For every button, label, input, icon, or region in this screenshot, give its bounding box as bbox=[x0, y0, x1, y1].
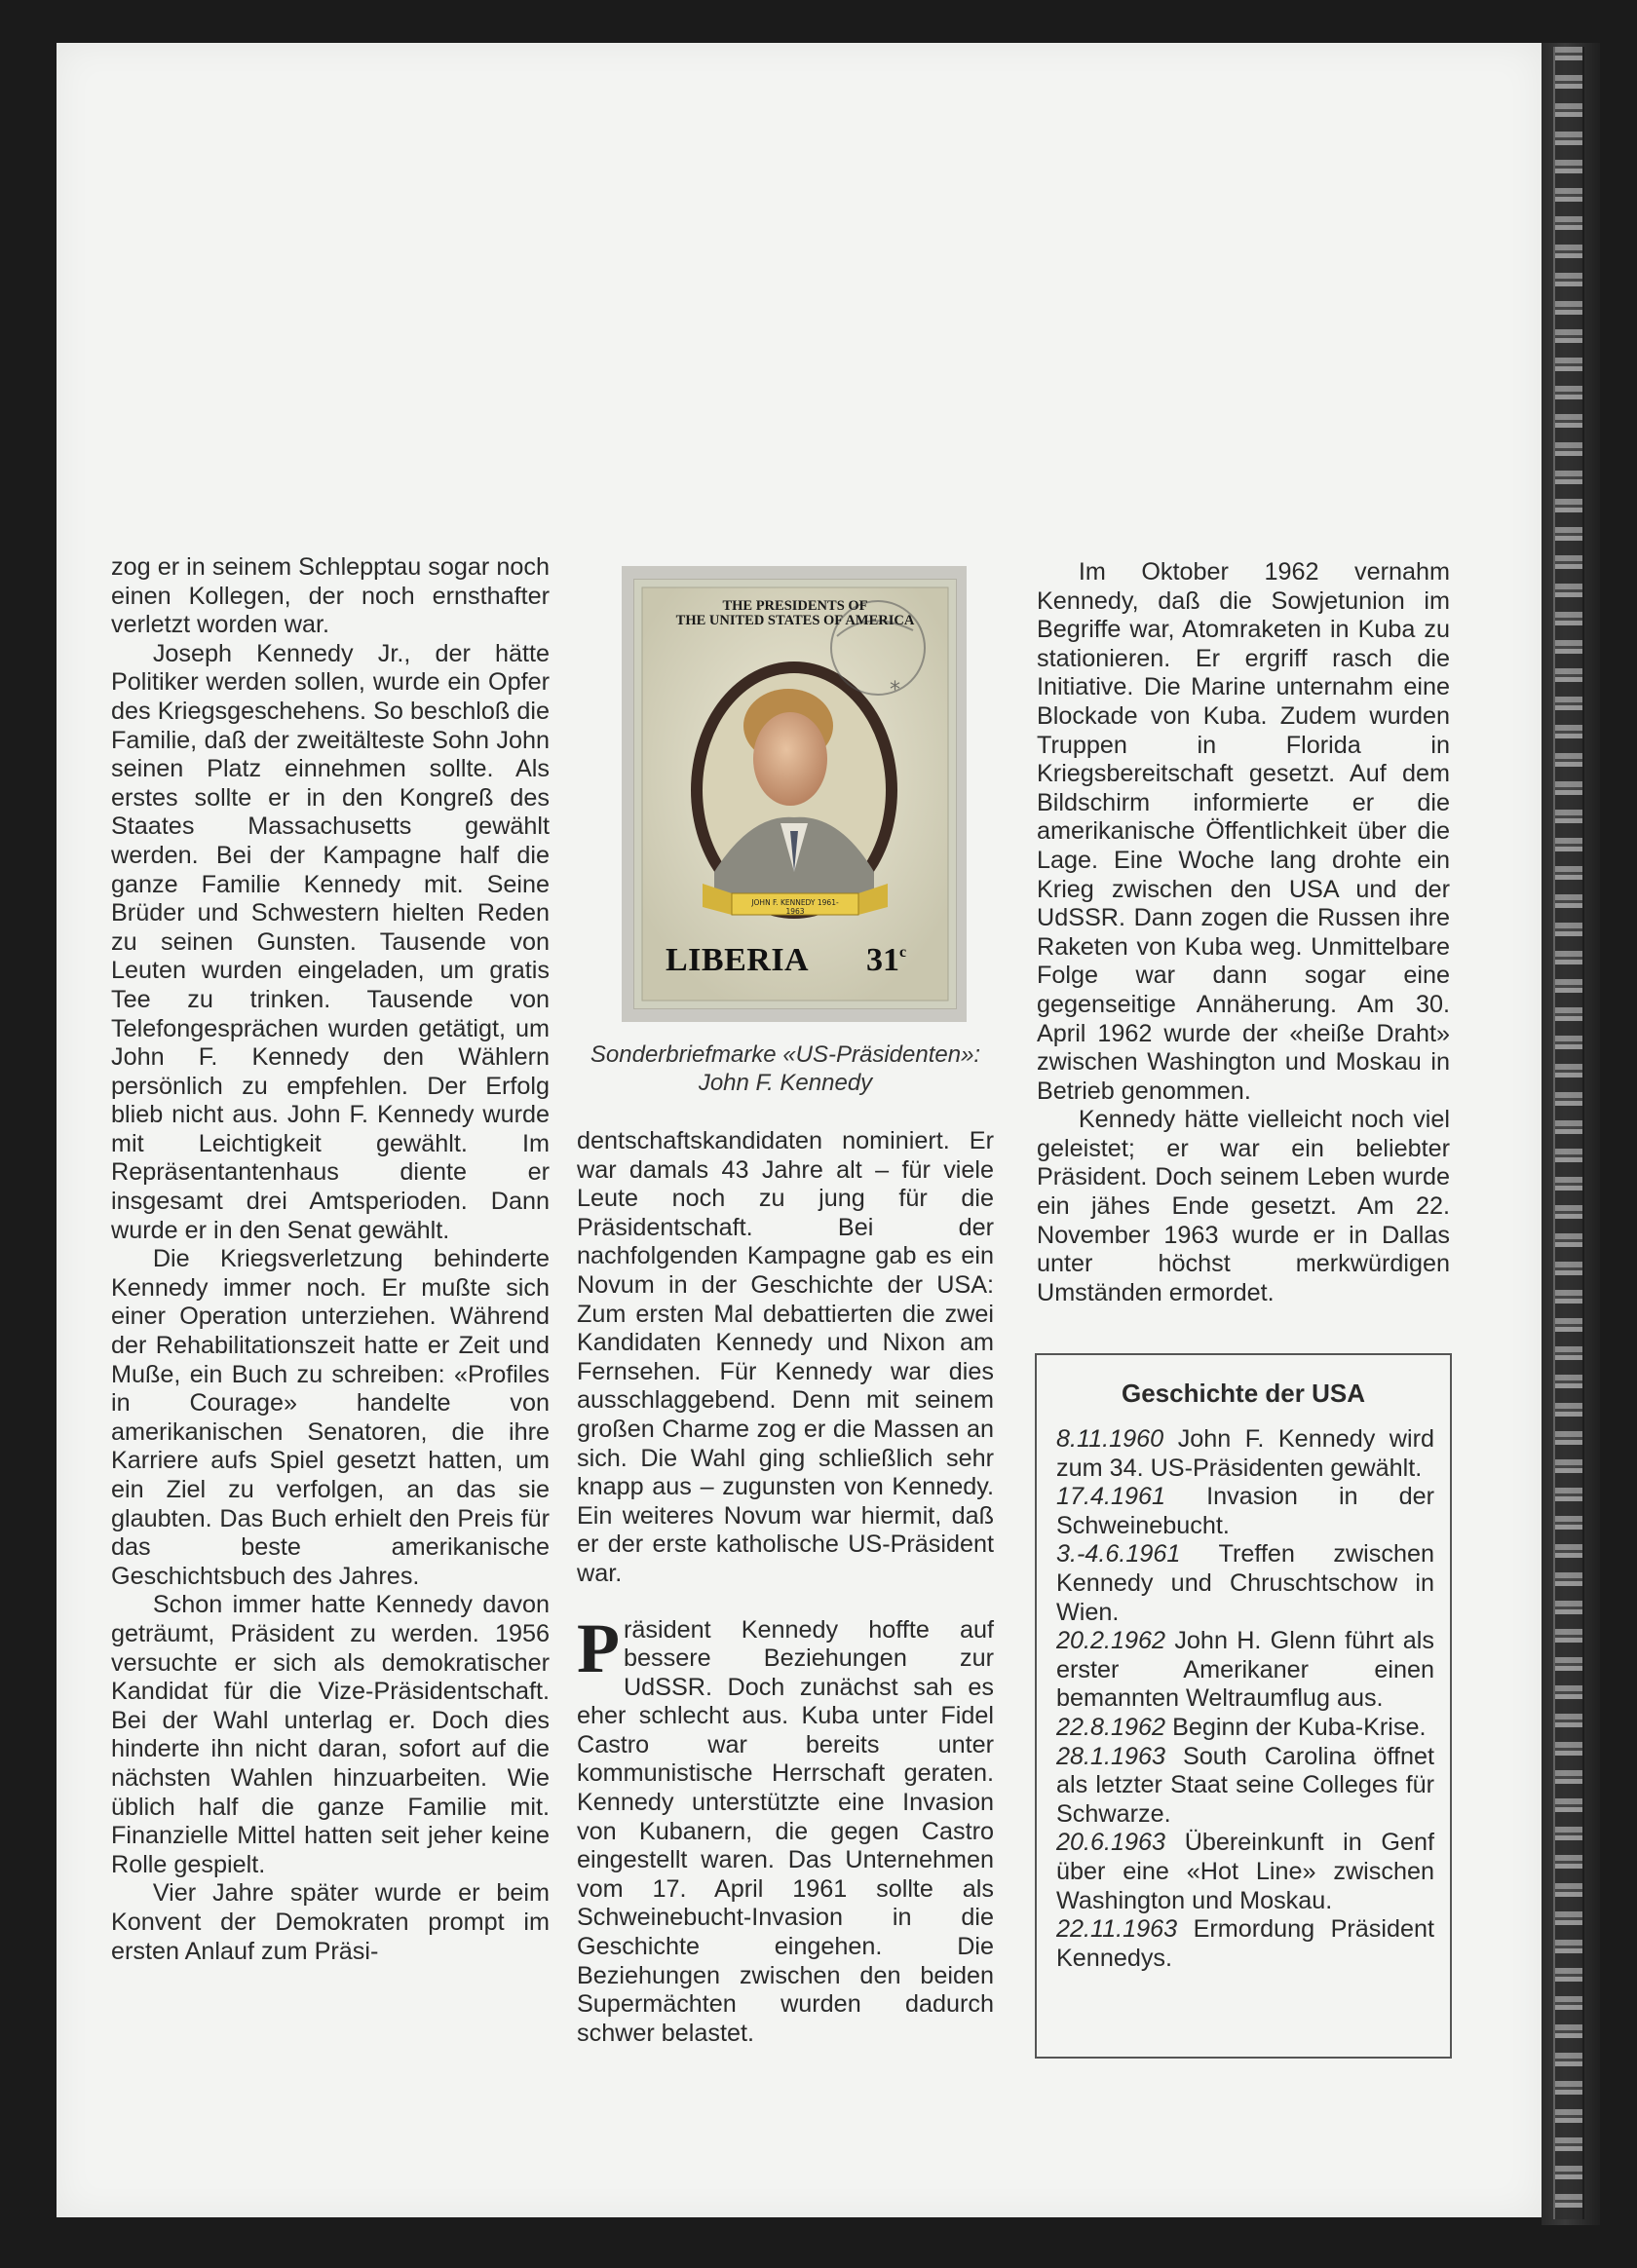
timeline-text: Invasion in der Schweinebucht. bbox=[1056, 1483, 1434, 1539]
text-column-1 bbox=[111, 553, 550, 1966]
timeline-entry bbox=[1056, 1915, 1434, 1973]
timeline-date: 20.2.1962 bbox=[1056, 1627, 1166, 1655]
timeline-title: Geschichte der USA bbox=[1122, 1379, 1365, 1408]
timeline-date: 17.4.1961 bbox=[1056, 1483, 1166, 1511]
timeline-text: South Carolina öffnet als letzter Staat seine Colleges für Schwarze. bbox=[1056, 1742, 1434, 1828]
stamp-title-line: THE PRESIDENTS OF bbox=[722, 598, 868, 614]
caption-line: John F. Kennedy bbox=[698, 1070, 873, 1096]
paragraph-text: räsident Kennedy hoffte auf bessere Beziehungen zur UdSSR. Doch zunächst sah es eher schlecht aus. Kuba unter Fidel Castro war bereits unter kommunistische Herrschaft geraten. Kennedy unterstützte eine Invasion von Kubanern, die gegen Castro eingestellt waren. Das Unternehmen vom 17. April 1961 sollte als Schweinebucht-Invasion in die Geschichte eingehen. Die Beziehungen zwischen den beiden Supermächten wurden dadurch schwer belastet. bbox=[577, 1615, 994, 2047]
timeline-text: John F. Kennedy wird zum 34. US-Präsidenten gewählt. bbox=[1056, 1425, 1434, 1482]
paragraph: Joseph Kennedy Jr., der hätte Politiker werden sollen, wurde ein Opfer des Kriegsgeschehens. So beschloß die Familie, daß der zweitälteste Sohn John seinen Platz einnehmen sollte. Als erstes sollte er in den Kongreß des Staates Massachusetts gewählt werden. Bei der Kampagne half die ganze Familie Kennedy mit. Seine Brüder und Schwestern hielten Reden zu seinen Gunsten. Tausende von Leuten wurden eingeladen, um gratis Tee zu trinken. Tausende von Telefongesprächen wurden getätigt, um John F. Kennedy den Wählern persönlich zu empfehlen. Der Erfolg blieb nicht aus. John F. Kennedy wurde mit Leichtigkeit gewählt. Im Repräsentantenhaus diente er insgesamt drei Amtsperioden. Dann wurde er in den Senat gewählt. bbox=[111, 639, 550, 1244]
binder-perforation bbox=[1553, 47, 1584, 2219]
timeline-entry bbox=[1056, 1425, 1434, 1483]
timeline-entry bbox=[1056, 1540, 1434, 1627]
postage-stamp bbox=[633, 579, 957, 1009]
paragraph: Vier Jahre später wurde er beim Konvent der Demokraten prompt im ersten Anlauf zum Präsi- bbox=[111, 1879, 550, 1965]
stamp-value-number: 31 bbox=[866, 942, 899, 978]
timeline-list bbox=[1056, 1425, 1434, 1973]
timeline-text: Treffen zwischen Kennedy und Chruschtschow in Wien. bbox=[1056, 1540, 1434, 1626]
dropcap-letter: P bbox=[577, 1608, 620, 1687]
text-column-2 bbox=[577, 1127, 994, 2048]
timeline-date: 28.1.1963 bbox=[1056, 1742, 1166, 1770]
timeline-date: 3.-4.6.1961 bbox=[1056, 1540, 1181, 1569]
timeline-text: John H. Glenn führt als erster Amerikaner einen bemannten Weltraumflug aus. bbox=[1056, 1627, 1434, 1713]
svg-text:*: * bbox=[890, 678, 900, 702]
paragraph: Schon immer hatte Kennedy davon geträumt, Präsident zu werden. 1956 versuchte er sich als demokratischer Kandidat für die Vize-Präsidentschaft. Bei der Wahl unterlag er. Doch dies hinderte ihn nicht daran, sofort auf die nächsten Wahlen hinzuarbeiten. Wie üblich half die ganze Familie mit. Finanzielle Mittel hatten seit jeher keine Rolle gespielt. bbox=[111, 1591, 550, 1878]
paragraph: dentschaftskandidaten nominiert. Er war damals 43 Jahre alt – für viele Leute noch zu jung für die Präsidentschaft. Bei der nachfolgenden Kampagne gab es ein Novum in der Geschichte der USA: Zum ersten Mal debattierten die zwei Kandidaten Kennedy und Nixon am Fernsehen. Für Kennedy war dies ausschlaggebend. Denn mit seinem großen Charme zog er die Massen an sich. Die Wahl ging schließlich sehr knapp aus – zugunsten von Kennedy. Ein weiteres Novum war hiermit, daß er der erste katholische US-Präsident war. bbox=[577, 1127, 994, 1587]
timeline-entry bbox=[1056, 1627, 1434, 1714]
timeline-text: Beginn der Kuba-Krise. bbox=[1172, 1713, 1427, 1741]
stamp-ribbon-text: JOHN F. KENNEDY 1961-1963 bbox=[751, 898, 839, 916]
stamp-value-unit: c bbox=[899, 944, 907, 961]
timeline-box bbox=[1035, 1353, 1452, 2059]
timeline-entry bbox=[1056, 1483, 1434, 1540]
timeline-entry bbox=[1056, 1714, 1434, 1743]
paragraph: Im Oktober 1962 vernahm Kennedy, daß die Sowjetunion im Begriffe war, Atomraketen in Kuba zu stationieren. Er ergriff rasch die Initiative. Die Marine unternahm eine Blockade von Kuba. Zudem wurden Truppen in Florida in Kriegsbereitschaft gesetzt. Auf dem Bildschirm informierte er die amerikanische Öffentlichkeit über die Lage. Eine Woche lang drohte ein Krieg zwischen den USA und der UdSSR. Dann zogen die Russen ihre Raketen von Kuba weg. Unmittelbare Folge war dann sogar eine gegenseitige Annäherung. Am 30. April 1962 wurde der «heiße Draht» zwischen Washington und Moskau in Betrieb genommen. bbox=[1037, 558, 1450, 1105]
timeline-date: 8.11.1960 bbox=[1056, 1425, 1164, 1453]
paragraph: Kennedy hätte vielleicht noch viel geleistet; er war ein beliebter Präsident. Doch seinem Leben wurde ein jähes Ende gesetzt. Am 22. November 1963 wurde er in Dallas unter höchst merkwürdigen Umständen ermordet. bbox=[1037, 1106, 1450, 1306]
stamp-caption bbox=[577, 1040, 994, 1097]
text-column-3 bbox=[1037, 558, 1450, 1307]
caption-line: Sonderbriefmarke «US-Präsidenten»: bbox=[590, 1041, 981, 1068]
paragraph: zog er in seinem Schlepptau sogar noch einen Kollegen, der noch ernsthafter verletzt worden war. bbox=[111, 553, 550, 639]
stamp-denomination bbox=[866, 942, 906, 979]
timeline-entry bbox=[1056, 1829, 1434, 1915]
timeline-text: Ermordung Präsident Kennedys. bbox=[1056, 1915, 1434, 1972]
timeline-date: 20.6.1963 bbox=[1056, 1829, 1166, 1857]
timeline-date: 22.11.1963 bbox=[1056, 1915, 1178, 1944]
paragraph-with-dropcap bbox=[577, 1608, 994, 2049]
timeline-text: Übereinkunft in Genf über eine «Hot Line» zwischen Washington und Moskau. bbox=[1056, 1829, 1434, 1914]
stamp-title bbox=[634, 599, 956, 628]
paragraph: Die Kriegsverletzung behinderte Kennedy immer noch. Er mußte sich einer Operation unterziehen. Während der Rehabilitationszeit hatte er Zeit und Muße, ein Buch zu schreiben: «Profiles in Courage» handelte von amerikanischen Senatoren, die ihre Karriere aufs Spiel gesetzt hatten, um ein Ziel zu verfolgen, an das sie glaubten. Das Buch erhielt den Preis für das beste amerikanische Geschichtsbuch des Jahres. bbox=[111, 1245, 550, 1590]
timeline-date: 22.8.1962 bbox=[1056, 1713, 1166, 1741]
stamp-title-line: THE UNITED STATES OF AMERICA bbox=[675, 613, 915, 628]
timeline-entry bbox=[1056, 1743, 1434, 1830]
stamp-country: LIBERIA bbox=[666, 942, 810, 978]
